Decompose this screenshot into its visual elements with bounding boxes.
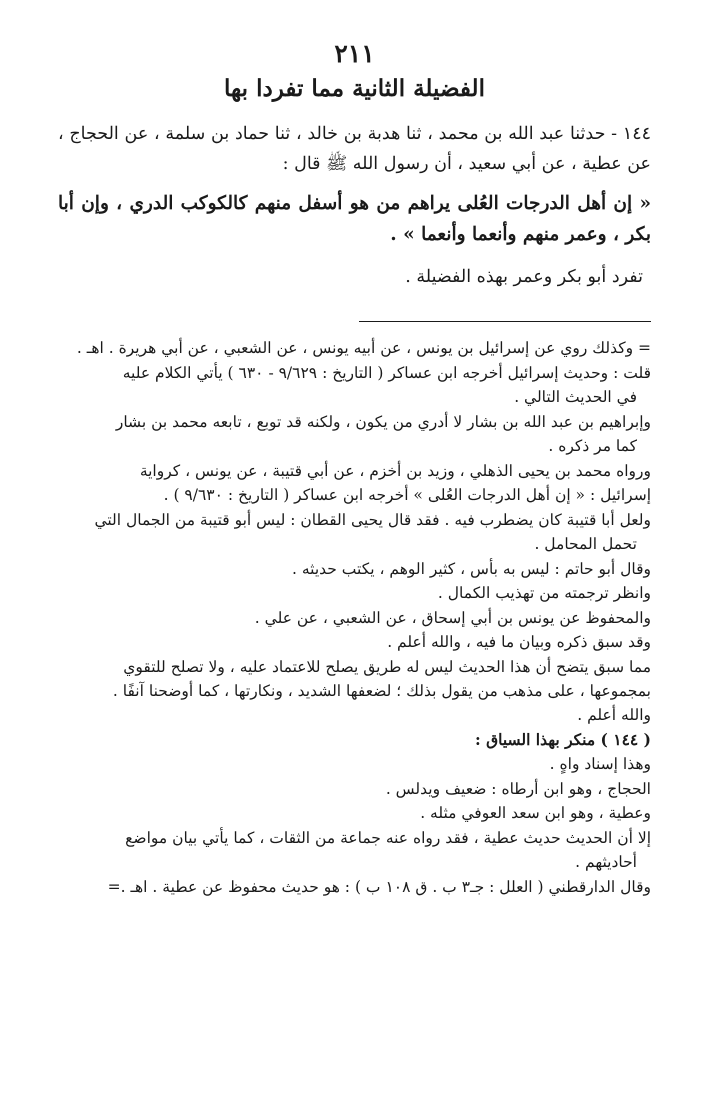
footnote-line: ورواه محمد بن يحيى الذهلي ، وزيد بن أخزم ، عن أبي قتيبة ، عن يونس ، كرواية — [139, 461, 651, 480]
footnote-line: إلا أن الحديث حديث عطية ، فقد رواه عنه جماعة من الثقات ، كما يأتي بيان مواضع — [125, 828, 651, 847]
footnotes-section — [58, 336, 651, 899]
footnote-line: وعطية ، وهو ابن سعد العوفي مثله . — [420, 804, 651, 823]
footnote-line: في الحديث التالي . — [514, 388, 637, 407]
footnote-line: وقال أبو حاتم : ليس به بأس ، كثير الوهم ، يكتب حديثه . — [292, 559, 651, 578]
footnote-line: وقال الدارقطني ( العلل : جـ٣ ب . ق ١٠٨ ب ) : هو حديث محفوظ عن عطية . اهـ .= — [107, 877, 651, 896]
footnote-line: والله أعلم . — [577, 706, 651, 725]
footnote-line: الحجاج ، وهو ابن أرطاه : ضعيف ويدلس . — [385, 779, 651, 798]
closing-remark: تفرد أبو بكر وعمر بهذه الفضيلة . — [405, 267, 643, 288]
footnote-line: وقد سبق ذكره وبيان ما فيه ، والله أعلم . — [387, 633, 651, 652]
page-number: ٢١١ — [334, 39, 375, 68]
footnote-line: وانظر ترجمته من تهذيب الكمال . — [437, 584, 651, 603]
footnote-line: أحاديثهم . — [575, 853, 637, 872]
footnote-divider — [359, 321, 651, 322]
footnote-line: = وكذلك روي عن إسرائيل بن يونس ، عن أبيه يونس ، عن الشعبي ، عن أبي هريرة . اهـ . — [76, 339, 651, 358]
footnote-line: وإبراهيم بن عبد الله بن بشار لا أدري من يكون ، ولكنه قد توبع ، تابعه محمد بن بشار — [115, 412, 651, 431]
footnote-line: كما مر ذكره . — [548, 437, 637, 456]
footnote-line: إسرائيل : « إن أهل الدرجات العُلى » أخرجه ابن عساكر ( التاريخ : ٩/٦٣٠ ) . — [163, 486, 651, 505]
hadith-isnad: ١٤٤ - حدثنا عبد الله بن محمد ، ثنا هدبة بن خالد ، ثنا حماد بن سلمة ، عن الحجاج ، عن عطية ، عن أبي سعيد ، أن رسول الله ﷺ قال : — [58, 124, 651, 175]
footnote-line: بمجموعها ، على مذهب من يقول بذلك ؛ لضعفها الشديد ، ونكارتها ، كما أوضحنا آنفًا . — [112, 681, 651, 700]
footnote-line: والمحفوظ عن يونس بن أبي إسحاق ، عن الشعبي ، عن علي . — [254, 608, 651, 627]
footnote-line: تحمل المحامل . — [534, 535, 637, 554]
footnote-line: وهذا إسناد واهٍ . — [549, 755, 651, 774]
footnote-line: قلت : وحديث إسرائيل أخرجه ابن عساكر ( التاريخ : ٩/٦٢٩ - ٦٣٠ ) يأتي الكلام عليه — [122, 363, 651, 382]
footnote-line: مما سبق يتضح أن هذا الحديث ليس له طريق يصلح للاعتماد عليه ، ولا تصلح للتقوي — [123, 657, 651, 676]
footnote-line: ( ١٤٤ ) منكر بهذا السياق : — [474, 729, 651, 749]
hadith-matn: « إن أهل الدرجات العُلى يراهم من هو أسفل منهم كالكوكب الدري ، وإن أبا بكر ، وعمر منهم وأنعما وأنعما » . — [58, 192, 651, 246]
footnote-line: ولعل أبا قتيبة كان يضطرب فيه . فقد قال يحيى القطان : ليس أبو قتيبة من الجمال التي — [94, 510, 651, 529]
chapter-title: الفضيلة الثانية مما تفردا بها — [224, 74, 485, 102]
